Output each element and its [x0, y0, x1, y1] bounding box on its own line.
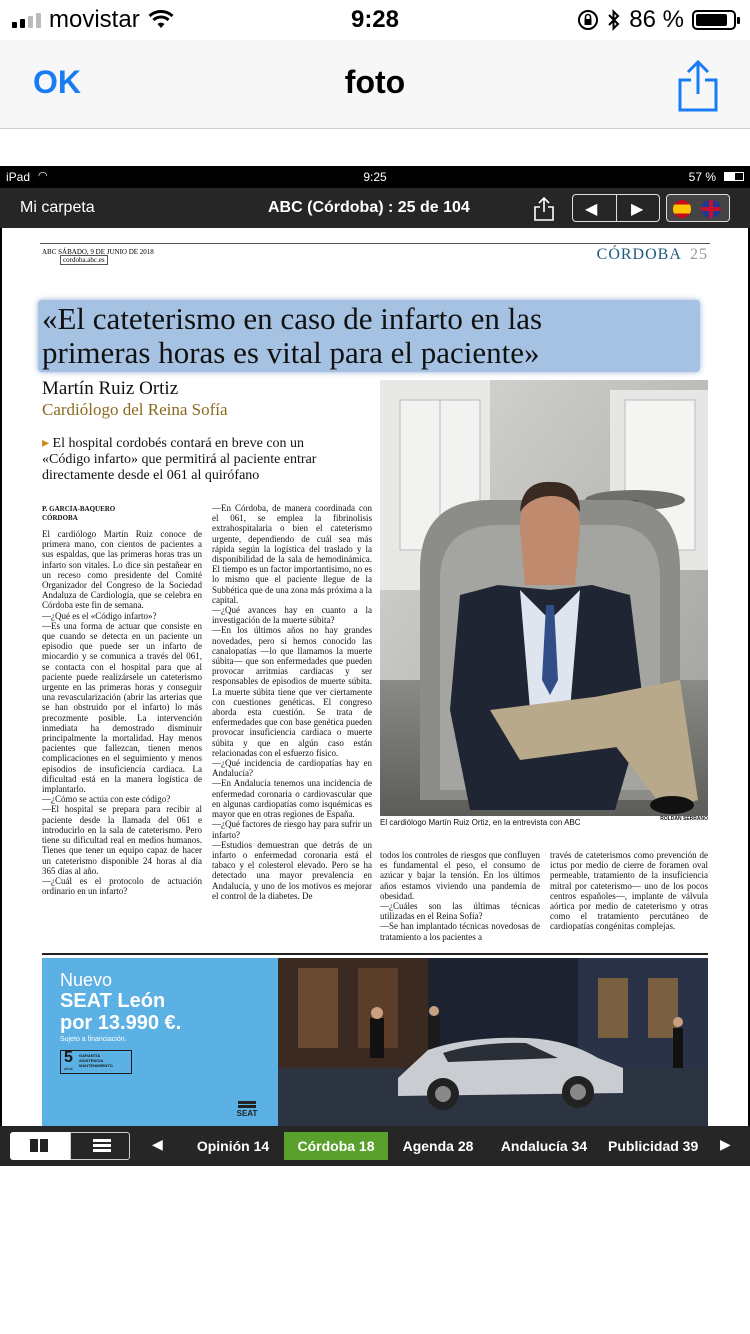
ipad-device-label: iPad [6, 170, 31, 184]
battery-percent: 86 % [629, 6, 684, 33]
my-folder-button[interactable]: Mi carpeta [20, 199, 95, 216]
header-url: cordoba.abc.es [60, 255, 108, 265]
reader-toolbar [0, 188, 750, 228]
subhead-line-3: directamente desde el 061 al quirófano [42, 468, 260, 483]
ad-line-1: Nuevo [60, 970, 113, 990]
article-column-3 [380, 850, 540, 946]
article-subhead [42, 436, 370, 484]
section-tab[interactable]: Publicidad 39 [608, 1138, 699, 1154]
nav-title: foto [344, 64, 406, 100]
bluetooth-icon [607, 9, 621, 31]
orientation-lock-icon [577, 9, 599, 31]
next-page-button[interactable]: ▶ [631, 201, 644, 218]
section-tab[interactable]: Agenda 28 [402, 1138, 474, 1154]
single-page-view-button[interactable] [10, 1132, 70, 1160]
newspaper-page [2, 228, 748, 1126]
column-2-text: —En Córdoba, de manera coordinada con el 061, se emplea la fibrinolisis extrahospitalaria o bien el cateterismo urgente, dependiendo de cuál sea más rápida según la logística del traslado y la disponibilidad de la sala de hemodinámica. El tiempo es un factor importantísimo, no es lo mismo que el paciente llegue de la Subbética que de una zona más próxima a la capital. —¿Qué avances hay en cuanto a la investigación de la muerte súbita? —En los últimos años no hay grandes novedades, pero sí hemos conocido las canalopatías —lo que llamamos la muerte súbita— que son enfermedades que pueden provocar arritmias cardiacas y ser responsables de episodios de muerte súbita. La muerte súbita tiene que ver ciertamente con cuestiones genéticas. El congreso aborda esta cuestión. Se trata de enfermedades que con base genética pueden provocar insuficiencia cardiaca o muerte súbita y que en algún caso están relacionadas con el esfuerzo físico. —¿Qué incidencia de cardiopatías hay en Andalucía? —En Andalucía tenemos una incidencia de enfermedad coronaria o cardiovascular que en algunas cardiopatías como isquémicas es mayor que en otras regiones de España. —¿Qué factores de riesgo hay para sufrir un infarto? —Estudios demuestran que detrás de un infarto o enfermedad coronaria está el tabaco y el colesterol elevado. Pero se ha detectado una mayor prevalencia en Andalucía, y uno de los motivos es mejorar el control de la diabetes. De [212, 503, 372, 901]
edition-title: ABC (Córdoba) : 25 de 104 [268, 199, 470, 216]
ad-line-3: por 13.990 €. [60, 1012, 182, 1034]
section-tab[interactable]: Andalucía 34 [500, 1138, 588, 1154]
warranty-years: 5 [64, 1049, 73, 1066]
reader-share-icon[interactable] [532, 196, 556, 222]
warranty-text-1: GARANTÍA [79, 1053, 101, 1058]
ad-divider [42, 953, 708, 955]
ad-photo [278, 958, 708, 1126]
photo-credit: ROLDÁN SERRANO [660, 816, 708, 822]
article-column-4 [550, 850, 708, 946]
ad-note: Sujeto a financiación. [60, 1036, 127, 1043]
ok-button[interactable]: OK [33, 64, 81, 100]
column-3-text: todos los controles de riesgos que confluyen es fundamental el peso, el consumo de azúcar y bajar la tensión. En los últimos años estamos viviendo una pandemia de obesidad. —¿Cuáles son las últimas técnicas utilizadas en el Reina Sofía? —Se han implantado técnicas novedosas de tratamiento a los pacientes a [380, 850, 540, 942]
ipad-status-bar [0, 166, 750, 188]
headline-line-2: primeras horas es vital para el paciente» [42, 335, 540, 370]
ad-text-panel [42, 958, 278, 1126]
article-column-1 [42, 505, 202, 935]
interviewee-name: Martín Ruiz Ortiz [42, 378, 179, 399]
warranty-text [79, 1053, 113, 1068]
ipad-screenshot [0, 166, 750, 1166]
share-icon[interactable] [676, 58, 720, 114]
column-1-text: El cardiólogo Martín Ruiz conoce de primera mano, con cientos de pacientes a sus espaldas, que las primeras horas tras un infarto son vitales. Lo dice sin pestañear en un receso como presidente del Comité Organizador del Congreso de la Sociedad Andaluza de Cardiología, que se celebra en Córdoba este fin de semana. —¿Qué es el «Código infarto»? —Es una forma de actuar que consiste en que cuando se detecta en un paciente un episodio que puede ser un infarto de miocardio y se comunica a través del 061, se contacta con el hospital para que al paciente puede realizársele un cateterismo urgente en las primeras horas y conseguir una revascularización (abrir las arterias que se han obstruido por el infarto) lo más precozmente posible. La intervención inmediata ha demostrado disminuir principalmente la mortalidad. Hay menos pacientes que fallezcan, tienen menos complicaciones en el seguimiento y menos episodios de insuficiencia cardiaca. La dificultad está en la manera logística de implantarlo. —¿Cómo se actúa con este código? —El hospital se prepara para recibir al paciente desde la llamada del 061 e introducirlo en la sala de cateterismo. Pero tiene su dificultad real en medios humanos. Tienes que tener un equipo capaz de hacer un cateterismo disponible 24 horas al día 365 días al año. —¿Cuál es el protocolo de actuación ordinario en un infarto? [42, 529, 202, 897]
section-tab-bar [0, 1126, 750, 1166]
section-tab-active[interactable]: Córdoba 18 [284, 1132, 388, 1160]
seat-logo [234, 1100, 260, 1118]
uk-flag-icon [701, 200, 721, 218]
ad-line-2: SEAT León [60, 990, 166, 1012]
ipad-battery-icon [724, 172, 744, 181]
section-name: CÓRDOBA [596, 246, 681, 263]
battery-icon [692, 10, 736, 30]
ipad-battery-percent: 57 % [688, 170, 716, 184]
subhead-line-2: «Código infarto» que permitirá al paciente entrar [42, 452, 317, 467]
status-bar [0, 0, 750, 40]
page-header-left [42, 248, 154, 264]
navigation-bar [0, 40, 750, 129]
warranty-text-2: ASISTENCIA [79, 1058, 104, 1063]
seat-logo-text: SEAT [236, 1109, 258, 1118]
author-name: P. GARCÍA-BAQUERO [42, 505, 116, 513]
doctor-photo [380, 380, 708, 816]
column-4-text: través de cateterismos como prevención de ictus por medio de cierre de foramen oval permeable, tratamiento de la insuficiencia mitral por cateterismo— uno de los pocos centros españoles—, implante de válvula aórtica por medio de cateterismo y otras como el tratamiento percutáneo de cardiopatías congénitas complejas. [550, 850, 708, 932]
header-date: ABC SÁBADO, 9 DE JUNIO DE 2018 [42, 248, 154, 256]
bullet-triangle-icon: ▸ [42, 436, 50, 451]
carrier-label: movistar [49, 6, 140, 33]
ipad-clock: 9:25 [363, 170, 387, 184]
photo-caption [380, 818, 708, 827]
section-tab[interactable]: Opinión 14 [196, 1138, 270, 1154]
tabs-right-arrow[interactable]: ▶ [720, 1136, 731, 1152]
page-number: 25 [690, 246, 708, 263]
grid-view-button[interactable] [70, 1132, 130, 1160]
tabs-left-arrow[interactable]: ◀ [152, 1136, 163, 1152]
warranty-text-3: MANTENIMIENTO [79, 1063, 113, 1068]
clock: 9:28 [350, 6, 400, 33]
headline-line-1: «El cateterismo en caso de infarto en las [42, 301, 543, 336]
author-block [42, 505, 202, 523]
warranty-badge [60, 1050, 132, 1074]
section-header [597, 246, 708, 264]
prev-page-button[interactable]: ◀ [585, 201, 598, 218]
article-headline [38, 300, 700, 372]
spain-flag-icon [673, 200, 691, 218]
author-city: CÓRDOBA [42, 514, 78, 522]
caption-text: El cardiólogo Martín Ruiz Ortiz, en la entrevista con ABC [380, 818, 581, 827]
warranty-unit: años [64, 1066, 73, 1071]
page-nav-group [572, 194, 660, 222]
seat-advertisement[interactable] [42, 958, 708, 1126]
article-column-2 [212, 503, 372, 943]
interviewee-role: Cardiólogo del Reina Sofía [42, 400, 228, 419]
ipad-wifi-icon: ◠ [38, 170, 48, 182]
language-button[interactable] [666, 194, 730, 222]
subhead-line-1: El hospital cordobés contará en breve con un [52, 436, 305, 451]
